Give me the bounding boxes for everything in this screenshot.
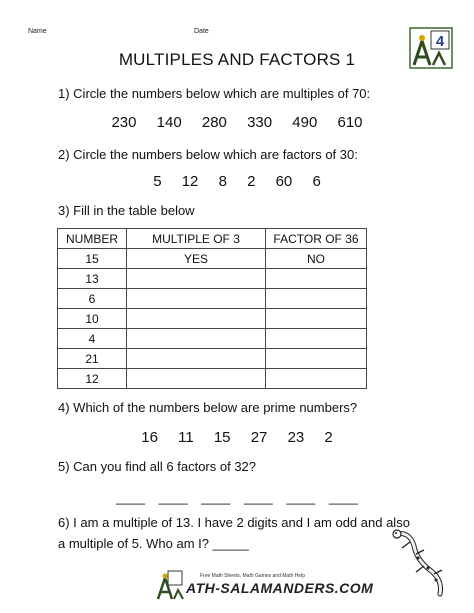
q2-numbers — [0, 173, 474, 190]
footer-logo-icon — [156, 570, 186, 600]
table-row — [58, 289, 367, 309]
table-cell-factor[interactable] — [266, 349, 367, 369]
q4-numbers — [0, 429, 474, 446]
table-header: MULTIPLE OF 3 — [127, 229, 266, 249]
q2-number[interactable]: 12 — [181, 173, 199, 190]
question-1: 1) Circle the numbers below which are multiples of 70: — [58, 86, 371, 101]
q2-number[interactable]: 2 — [247, 173, 256, 190]
table-row — [58, 249, 367, 269]
date-label: Date — [194, 28, 209, 35]
table-cell-factor[interactable] — [266, 309, 367, 329]
answer-blank[interactable]: ____ — [201, 490, 231, 505]
table-header: NUMBER — [58, 229, 127, 249]
q1-number[interactable]: 230 — [111, 114, 137, 131]
table-header-row — [58, 229, 367, 249]
q4-number[interactable]: 2 — [324, 429, 333, 446]
question-6-text: 6) I am a multiple of 13. I have 2 digits and I am odd and also a multiple of 5. Who am I? — [58, 515, 410, 551]
q4-number[interactable]: 27 — [250, 429, 268, 446]
answer-blank[interactable]: ____ — [243, 490, 273, 505]
footer-brand[interactable]: ATH-SALAMANDERS.COM — [186, 580, 374, 596]
page-title: MULTIPLES AND FACTORS 1 — [118, 50, 356, 69]
table-cell-multiple[interactable] — [127, 309, 266, 329]
table-cell-multiple[interactable] — [127, 269, 266, 289]
q2-number[interactable]: 8 — [218, 173, 227, 190]
table-cell-factor[interactable]: NO — [266, 249, 367, 269]
table-cell-factor[interactable] — [266, 369, 367, 389]
q4-number[interactable]: 23 — [287, 429, 305, 446]
table-row — [58, 269, 367, 289]
answer-blank[interactable]: ____ — [116, 490, 146, 505]
q4-number[interactable]: 16 — [141, 429, 158, 446]
answer-blank[interactable]: ____ — [286, 490, 316, 505]
table-cell-multiple[interactable] — [127, 289, 266, 309]
name-label: Name — [28, 28, 47, 35]
salamander-illustration — [388, 528, 450, 600]
question-5: 5) Can you find all 6 factors of 32? — [58, 459, 257, 474]
question-6 — [58, 512, 418, 554]
table-cell-number: 15 — [58, 249, 127, 269]
table-cell-number: 12 — [58, 369, 127, 389]
q4-number[interactable]: 11 — [178, 429, 194, 446]
q1-number[interactable]: 610 — [337, 114, 363, 131]
table-cell-factor[interactable] — [266, 269, 367, 289]
table-cell-multiple[interactable] — [127, 329, 266, 349]
q1-number[interactable]: 490 — [292, 114, 318, 131]
table-cell-number: 4 — [58, 329, 127, 349]
table-cell-multiple[interactable] — [127, 369, 266, 389]
question-3: 3) Fill in the table below — [58, 203, 195, 218]
table-cell-number: 6 — [58, 289, 127, 309]
q5-answer-blanks — [0, 490, 474, 505]
factors-table — [57, 228, 367, 389]
q4-number[interactable]: 15 — [213, 429, 231, 446]
q2-number[interactable]: 5 — [153, 173, 162, 190]
table-cell-number: 10 — [58, 309, 127, 329]
question-4: 4) Which of the numbers below are prime numbers? — [58, 400, 358, 415]
table-cell-multiple[interactable]: YES — [127, 249, 266, 269]
answer-blank[interactable]: ____ — [158, 490, 188, 505]
table-cell-number: 21 — [58, 349, 127, 369]
table-header: FACTOR OF 36 — [266, 229, 367, 249]
table-row — [58, 369, 367, 389]
table-row — [58, 349, 367, 369]
table-row — [58, 309, 367, 329]
table-row — [58, 329, 367, 349]
svg-text:4: 4 — [435, 33, 445, 50]
table-cell-factor[interactable] — [266, 289, 367, 309]
q1-numbers — [0, 114, 474, 131]
q1-number[interactable]: 280 — [201, 114, 227, 131]
table-cell-multiple[interactable] — [127, 349, 266, 369]
question-2: 2) Circle the numbers below which are factors of 30: — [58, 147, 358, 162]
q1-number[interactable]: 140 — [156, 114, 182, 131]
footer-tagline: Free Math Sheets, Math Games and Math Help — [200, 573, 306, 579]
q2-number[interactable]: 60 — [275, 173, 293, 190]
table-cell-factor[interactable] — [266, 329, 367, 349]
q6-answer-blank[interactable]: _____ — [212, 536, 249, 551]
answer-blank[interactable]: ____ — [328, 490, 358, 505]
q2-number[interactable]: 6 — [312, 173, 321, 190]
table-cell-number: 13 — [58, 269, 127, 289]
q1-number[interactable]: 330 — [247, 114, 273, 131]
